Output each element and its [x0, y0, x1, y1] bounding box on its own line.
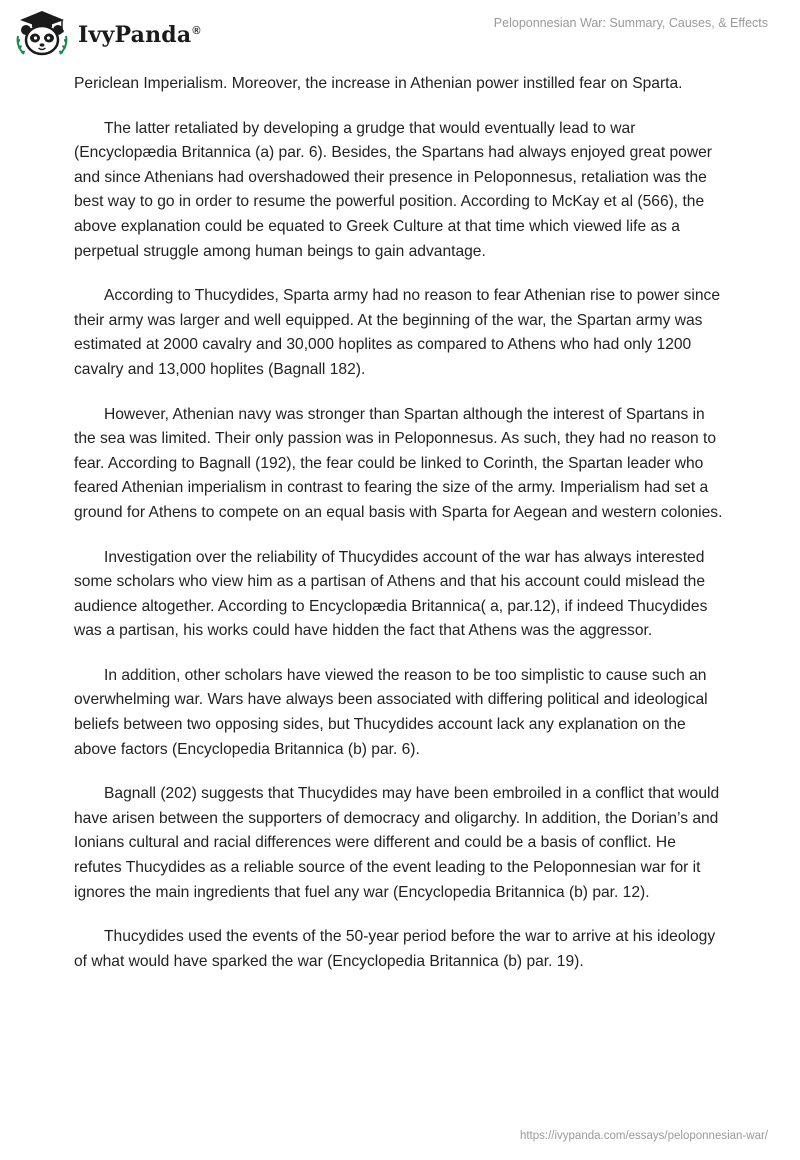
paragraph: Bagnall (202) suggests that Thucydides may have been embroiled in a conflict that would have arisen between the supporters of democracy and oligarchy. In addition, the Dorian’s and Ionians cultural and racial differences were different and could be a basis of conflict. He refutes Thucydides as a reliable source of the event leading to the Peloponnesian war for it ignores the main ingredients that fuel any war (Encyclopedia Britannica (b) par. 12). — [74, 785, 720, 901]
paragraph: According to Thucydides, Sparta army had no reason to fear Athenian rise to power since their army was larger and well equipped. At the beginning of the war, the Spartan army was estimated at 2000 cavalry and 30,000 hoplites as compared to Athens who had only 1200 cavalry and 13,000 hoplites (Bagnall 182). — [74, 287, 721, 378]
paragraph: Investigation over the reliability of Thucydides account of the war has always interested some scholars who view him as a partisan of Athens and that his account could mislead the audience altogether. According to Encyclopædia Britannica( a, par.12), if indeed Thucydides was a partisan, his works could have hidden the fact that Athens was the aggressor. — [74, 548, 708, 640]
registered-mark: ® — [192, 24, 201, 37]
site-logo[interactable] — [14, 6, 201, 60]
article-body — [74, 72, 726, 994]
panda-graduate-icon — [14, 8, 70, 58]
paragraph-continuation: Periclean Imperialism. Moreover, the increase in Athenian power instilled fear on Sparta. — [74, 75, 683, 92]
paragraph: In addition, other scholars have viewed the reason to be too simplistic to cause such an overwhelming war. Wars have always been associated with differing political and ideological beliefs between two opposing sides, but Thucydides account lack any explanation on the above factors (Encyclopedia Britannica (b) par. 6). — [74, 666, 708, 758]
paragraph: However, Athenian navy was stronger than Spartan although the interest of Spartans in the sea was limited. Their only passion was in Peloponnesus. As such, they had no reason to fear. According to Bagnall (192), the fear could be linked to Corinth, the Spartan leader who feared Athenian imperialism in contrast to fearing the size of the army. Imperialism had set a ground for Athens to compete on an equal basis with Sparta for Aegean and western colonies. — [74, 405, 723, 521]
logo-wordmark — [78, 22, 201, 48]
brand-name: IvyPanda — [78, 22, 192, 48]
paragraph: The latter retaliated by developing a grudge that would eventually lead to war (Encyclopædia Britannica (a) par. 6). Besides, the Spartans had always enjoyed great power and since Athenians had overshadowed their presence in Peloponnesus, retaliation was the best way to go in order to resume the powerful position. According to McKay et al (566), the above explanation could be equated to Greek Culture at that time which viewed life as a perpetual struggle among human beings to gain advantage. — [74, 119, 712, 260]
document-title: Peloponnesian War: Summary, Causes, & Effects — [493, 16, 768, 30]
source-url[interactable]: https://ivypanda.com/essays/peloponnesian-war/ — [519, 1130, 768, 1142]
paragraph: Thucydides used the events of the 50-year period before the war to arrive at his ideology of what would have sparked the war (Encyclopedia Britannica (b) par. 19). — [74, 928, 716, 970]
